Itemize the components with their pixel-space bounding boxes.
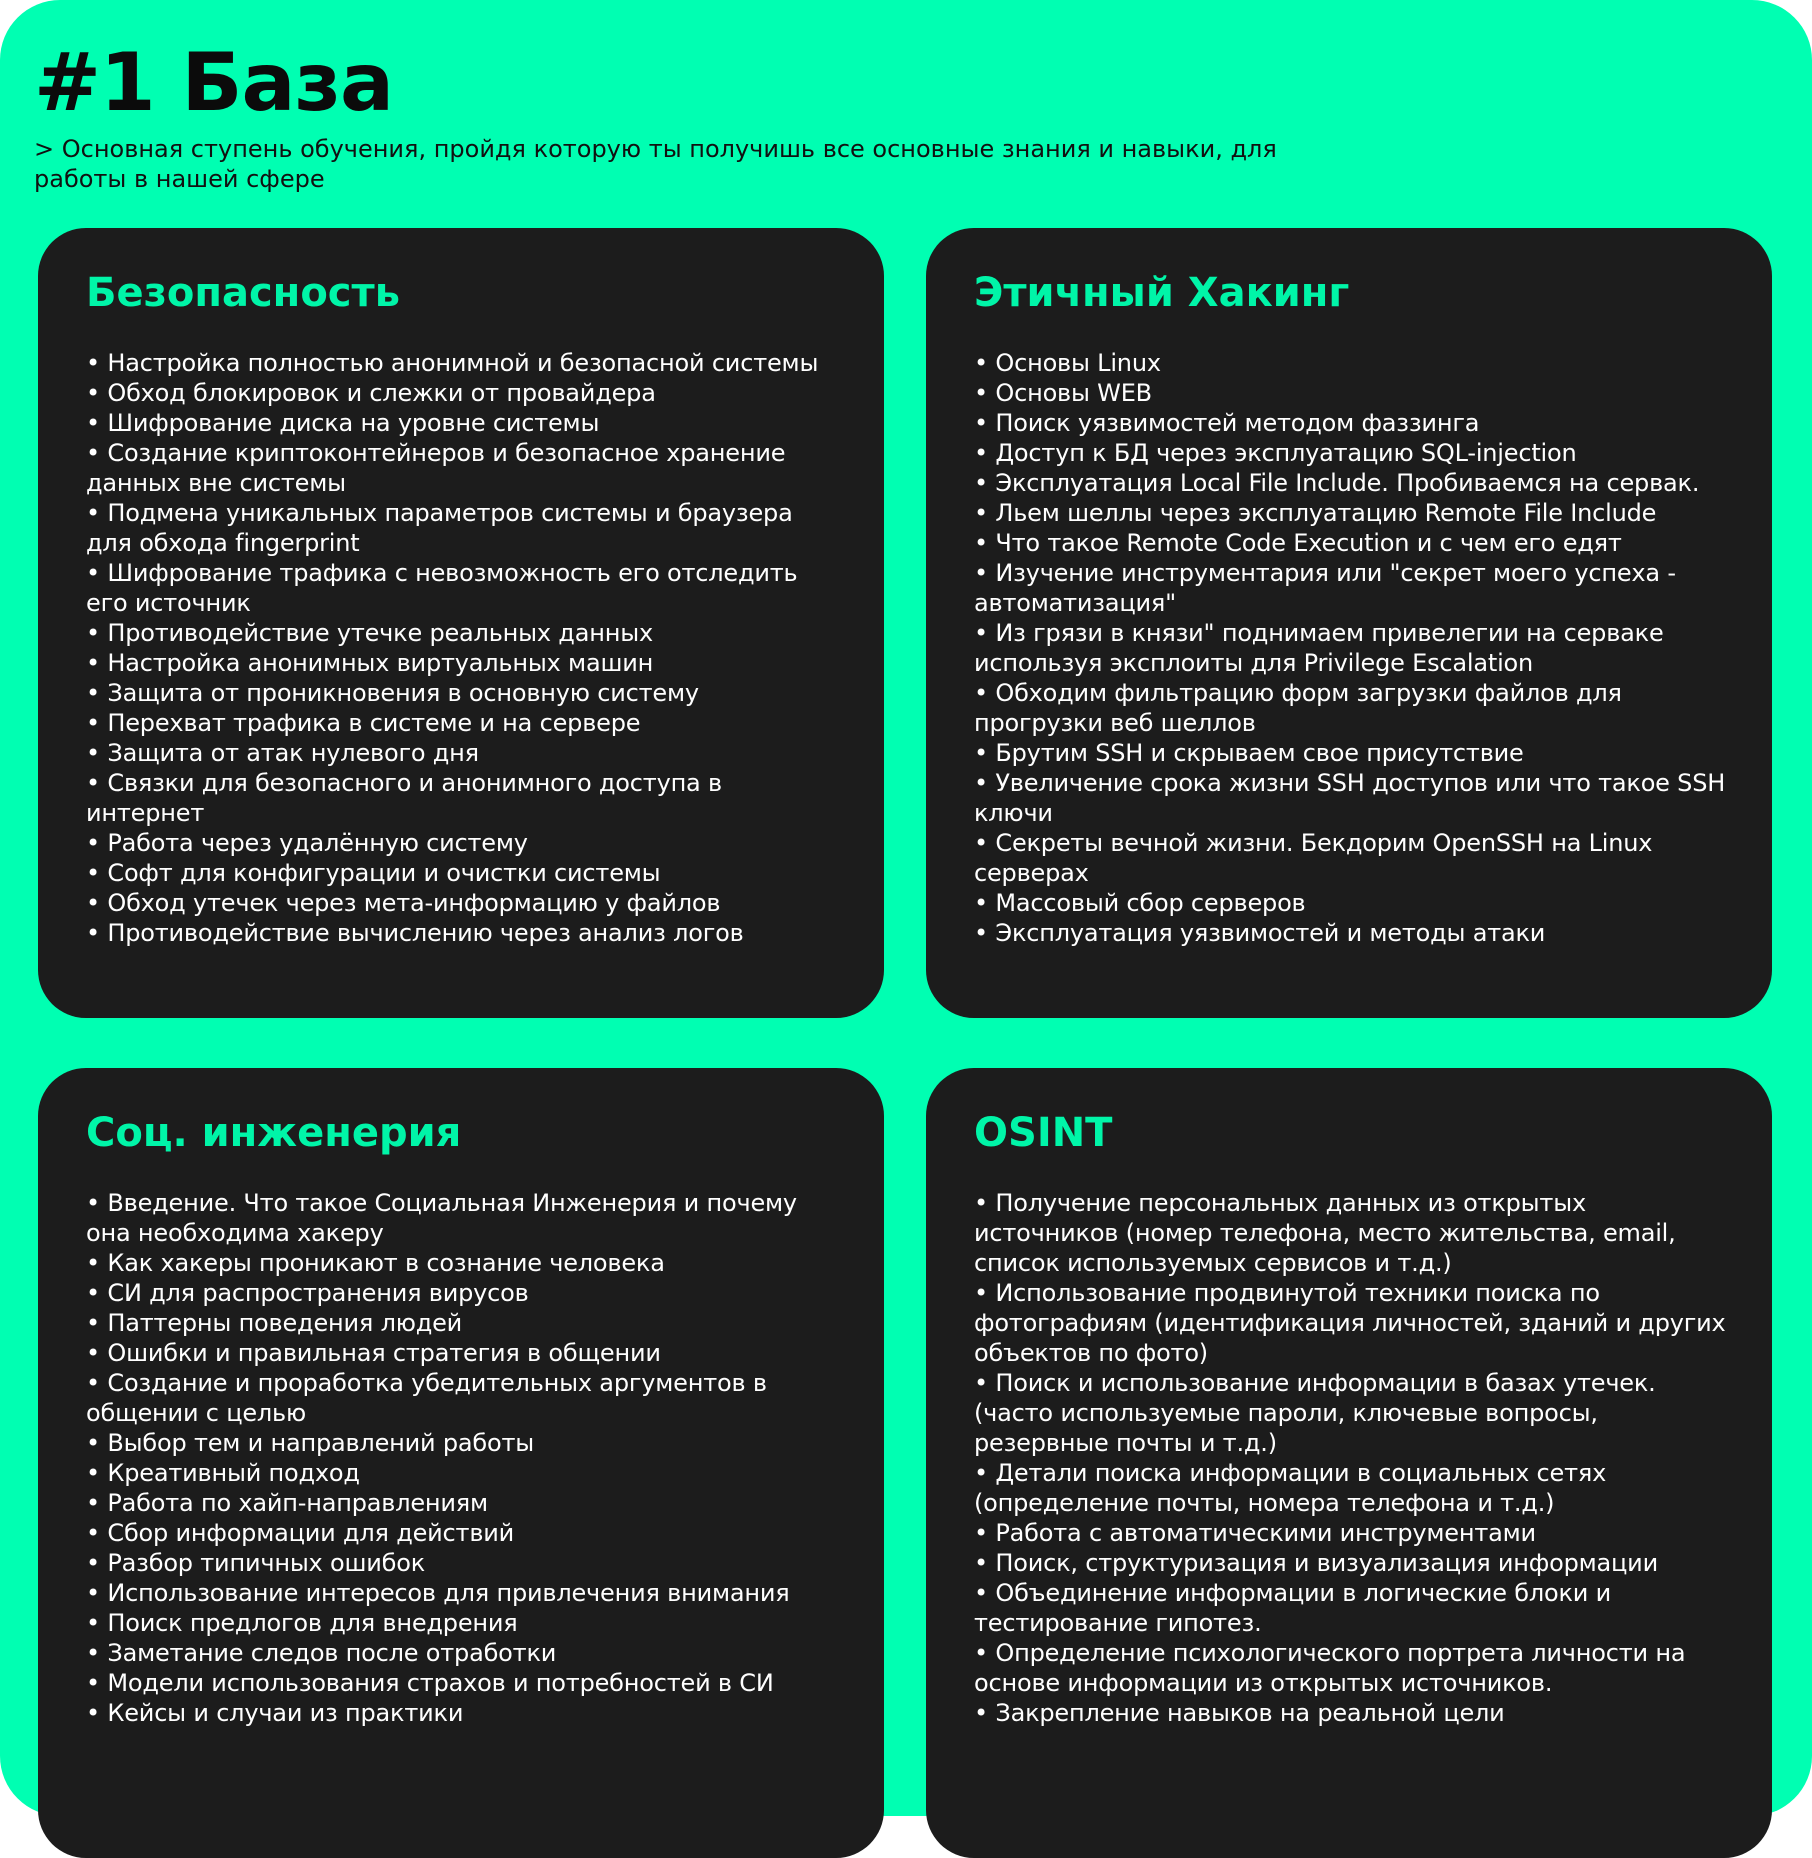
list-item: • Паттерны поведения людей — [86, 1309, 463, 1337]
list-item: • Модели использования страхов и потребностей в СИ — [86, 1669, 774, 1697]
list-item: • Как хакеры проникают в сознание человека — [86, 1249, 665, 1277]
list-item: • Использование продвинутой техники поиска по фотографиям (идентификация личностей, зданий и других объектов по фото) — [974, 1279, 1726, 1367]
list-item: • Определение психологического портрета личности на основе информации из открытых источников. — [974, 1639, 1686, 1697]
list-item: • Доступ к БД через эксплуатацию SQL-injection — [974, 439, 1577, 467]
card-title: Этичный Хакинг — [974, 270, 1350, 316]
list-item: • Настройка анонимных виртуальных машин — [86, 649, 654, 677]
list-item: • Секреты вечной жизни. Бекдорим OpenSSH на Linux серверах — [974, 829, 1653, 887]
card-title: Безопасность — [86, 270, 400, 316]
list-item: • Основы Linux — [974, 349, 1161, 377]
card-title: Соц. инженерия — [86, 1110, 462, 1156]
list-item: • Кейсы и случаи из практики — [86, 1699, 464, 1727]
list-item: • Основы WEB — [974, 379, 1152, 407]
list-item: • Что такое Remote Code Execution и с чем его едят — [974, 529, 1622, 557]
list-item: • Эксплуатация уязвимостей и методы атаки — [974, 919, 1546, 947]
list-item: • Защита от атак нулевого дня — [86, 739, 479, 767]
card-list — [974, 348, 1732, 948]
list-item: • Софт для конфигурации и очистки системы — [86, 859, 661, 887]
list-item: • Заметание следов после отработки — [86, 1639, 557, 1667]
list-item: • Противодействие утечке реальных данных — [86, 619, 653, 647]
list-item: • Поиск, структуризация и визуализация информации — [974, 1549, 1658, 1577]
list-item: • Работа по хайп-направлениям — [86, 1489, 488, 1517]
list-item: • Перехват трафика в системе и на сервере — [86, 709, 641, 737]
card-title: OSINT — [974, 1110, 1113, 1156]
list-item: • Создание и проработка убедительных аргументов в общении с целью — [86, 1369, 767, 1427]
page-title: #1 База — [34, 36, 393, 129]
list-item: • Использование интересов для привлечения внимания — [86, 1579, 790, 1607]
list-item: • Введение. Что такое Социальная Инженерия и почему она необходима хакеру — [86, 1189, 797, 1247]
list-item: • Разбор типичных ошибок — [86, 1549, 426, 1577]
list-item: • Льем шеллы через эксплуатацию Remote File Include — [974, 499, 1657, 527]
list-item: • Ошибки и правильная стратегия в общении — [86, 1339, 661, 1367]
list-item: • Настройка полностью анонимной и безопасной системы — [86, 349, 819, 377]
list-item: • Выбор тем и направлений работы — [86, 1429, 535, 1457]
card-list — [86, 348, 844, 948]
list-item: • Из грязи в князи" поднимаем привелегии на серваке используя эксплоиты для Privilege Escalation — [974, 619, 1664, 677]
list-item: • Эксплуатация Local File Include. Пробиваемся на сервак. — [974, 469, 1700, 497]
list-item: • СИ для распространения вирусов — [86, 1279, 529, 1307]
list-item: • Детали поиска информации в социальных сетях (определение почты, номера телефона и т.д.) — [974, 1459, 1607, 1517]
list-item: • Сбор информации для действий — [86, 1519, 515, 1547]
card-ethical-hacking — [926, 228, 1772, 1018]
list-item: • Получение персональных данных из открытых источников (номер телефона, место жительства, email, список используемых сервисов и т.д.) — [974, 1189, 1676, 1277]
list-item: • Массовый сбор серверов — [974, 889, 1306, 917]
card-list — [86, 1188, 844, 1728]
list-item: • Работа через удалённую систему — [86, 829, 528, 857]
list-item: • Противодействие вычислению через анализ логов — [86, 919, 744, 947]
list-item: • Поиск предлогов для внедрения — [86, 1609, 518, 1637]
list-item: • Изучение инструментария или "секрет моего успеха - автоматизация" — [974, 559, 1676, 617]
list-item: • Обход блокировок и слежки от провайдера — [86, 379, 656, 407]
list-item: • Обход утечек через мета-информацию у файлов — [86, 889, 721, 917]
list-item: • Работа с автоматическими инструментами — [974, 1519, 1536, 1547]
list-item: • Создание криптоконтейнеров и безопасное хранение данных вне системы — [86, 439, 786, 497]
list-item: • Шифрование диска на уровне системы — [86, 409, 600, 437]
list-item: • Объединение информации в логические блоки и тестирование гипотез. — [974, 1579, 1612, 1637]
page-subtitle: > Основная ступень обучения, пройдя которую ты получишь все основные знания и навыки, для работы в нашей сфере — [34, 135, 1277, 193]
list-item: • Закрепление навыков на реальной цели — [974, 1699, 1505, 1727]
list-item: • Обходим фильтрацию форм загрузки файлов для прогрузки веб шеллов — [974, 679, 1622, 737]
list-item: • Шифрование трафика с невозможность его отследить его источник — [86, 559, 798, 617]
list-item: • Брутим SSH и скрываем свое присутствие — [974, 739, 1524, 767]
list-item: • Креативный подход — [86, 1459, 360, 1487]
card-osint — [926, 1068, 1772, 1858]
list-item: • Увеличение срока жизни SSH доступов или что такое SSH ключи — [974, 769, 1726, 827]
card-list — [974, 1188, 1732, 1728]
list-item: • Подмена уникальных параметров системы и браузера для обхода fingerprint — [86, 499, 793, 557]
card-social-engineering — [38, 1068, 884, 1858]
list-item: • Защита от проникновения в основную систему — [86, 679, 699, 707]
list-item: • Связки для безопасного и анонимного доступа в интернет — [86, 769, 722, 827]
list-item: • Поиск уязвимостей методом фаззинга — [974, 409, 1480, 437]
list-item: • Поиск и использование информации в базах утечек. (часто используемые пароли, ключевые вопросы, резервные почты и т.д.) — [974, 1369, 1656, 1457]
card-security — [38, 228, 884, 1018]
